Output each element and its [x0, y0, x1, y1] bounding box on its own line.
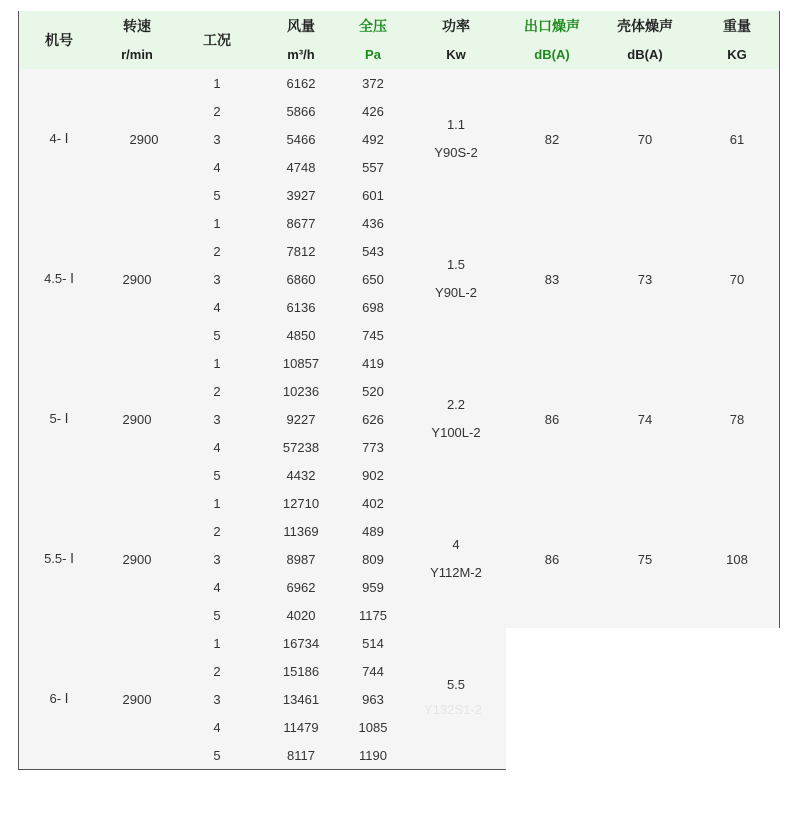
condition-cell: 4: [213, 719, 221, 735]
condition-cell: 3: [213, 551, 221, 567]
machine-cell: 6- Ⅰ: [49, 691, 69, 706]
pressure-cell: 744: [362, 663, 384, 679]
speed-cell: 2900: [122, 691, 152, 707]
condition-cell: 4: [213, 579, 221, 595]
table-header: [19, 11, 779, 69]
motor-model: Y90L-2: [435, 285, 477, 300]
airflow-cell: 6962: [286, 579, 316, 595]
condition-cell: 5: [213, 467, 221, 483]
condition-cell: 2: [213, 523, 221, 539]
pressure-cell: 436: [362, 215, 384, 231]
power-cell: [403, 629, 509, 769]
header-airflow-unit: m³/h: [287, 47, 315, 62]
airflow-cell: 9227: [286, 411, 316, 427]
pressure-cell: 372: [362, 75, 384, 91]
power-value: 2.2: [446, 397, 466, 412]
outlet-noise-cell: 86: [544, 551, 560, 567]
power-value: 1.1: [446, 117, 466, 132]
airflow-cell: 5866: [286, 103, 316, 119]
pressure-cell: 809: [362, 551, 384, 567]
airflow-cell: 11369: [283, 523, 319, 539]
condition-cell: 4: [213, 299, 221, 315]
pressure-cell: 514: [362, 635, 384, 651]
speed-cell: 2900: [122, 271, 152, 287]
condition-cell: 5: [213, 327, 221, 343]
header-pressure-unit: Pa: [365, 47, 381, 62]
header-machine: 机号: [45, 32, 73, 48]
condition-cell: 1: [213, 495, 221, 511]
machine-cell: 4- Ⅰ: [49, 131, 69, 146]
header-weight: 重量: [723, 17, 751, 34]
power-value: 5.5: [446, 677, 466, 692]
airflow-cell: 6136: [286, 299, 316, 315]
shell-noise-cell: 74: [637, 411, 653, 427]
condition-cell: 2: [213, 243, 221, 259]
condition-cell: 5: [213, 607, 221, 623]
pressure-cell: 557: [362, 159, 384, 175]
condition-cell: 1: [213, 635, 221, 651]
shell-noise-cell: 73: [637, 271, 653, 287]
weight-cell: 108: [726, 551, 748, 567]
power-value: 1.5: [446, 257, 466, 272]
motor-model: Y100L-2: [431, 425, 481, 440]
header-airflow: 风量: [287, 17, 315, 34]
power-cell: [403, 489, 509, 629]
pressure-cell: 959: [362, 579, 384, 595]
pressure-cell: 1175: [359, 607, 387, 623]
pressure-cell: 601: [362, 187, 384, 203]
header-pressure: 全压: [359, 17, 387, 34]
header-power-unit: Kw: [446, 47, 466, 62]
header-speed-unit: r/min: [121, 47, 153, 62]
condition-cell: 3: [213, 411, 221, 427]
weight-cell: 61: [729, 131, 745, 147]
header-weight-unit: KG: [727, 47, 747, 62]
outlet-noise-cell: 86: [544, 411, 560, 427]
airflow-cell: 57238: [282, 439, 320, 455]
motor-model: Y112M-2: [430, 565, 482, 580]
airflow-cell: 4432: [286, 467, 316, 483]
shell-noise-cell: 70: [637, 131, 653, 147]
header-shell-noise-unit: dB(A): [627, 47, 663, 62]
condition-cell: 2: [213, 663, 221, 679]
condition-cell: 1: [213, 355, 221, 371]
table-row: [19, 209, 779, 237]
pressure-cell: 426: [362, 103, 384, 119]
power-cell: [403, 69, 509, 209]
pressure-cell: 626: [362, 411, 384, 427]
shell-noise-cell: 75: [637, 551, 653, 567]
table-row: [19, 489, 779, 517]
condition-cell: 4: [213, 439, 221, 455]
airflow-cell: 3927: [286, 187, 316, 203]
condition-cell: 5: [213, 747, 221, 763]
airflow-cell: 8677: [286, 215, 316, 231]
condition-cell: 4: [213, 159, 221, 175]
airflow-cell: 7812: [286, 243, 316, 259]
motor-model: Y90S-2: [434, 145, 478, 160]
airflow-cell: 12710: [282, 495, 320, 511]
airflow-cell: 10236: [282, 383, 320, 399]
header-power: 功率: [442, 17, 470, 34]
header-outlet-noise: 出口燥声: [524, 17, 580, 34]
airflow-cell: 5466: [286, 131, 316, 147]
table-row: [19, 69, 779, 97]
airflow-cell: 13461: [282, 691, 320, 707]
pressure-cell: 698: [362, 299, 384, 315]
airflow-cell: 8117: [287, 747, 315, 763]
machine-cell: 5- Ⅰ: [49, 411, 69, 426]
header-condition: 工况: [203, 32, 231, 48]
condition-cell: 5: [213, 187, 221, 203]
pressure-cell: 773: [362, 439, 384, 455]
pressure-cell: 492: [362, 131, 384, 147]
machine-cell: 5.5- Ⅰ: [44, 551, 74, 566]
pressure-cell: 402: [362, 495, 384, 511]
airflow-cell: 8987: [286, 551, 316, 567]
pressure-cell: 902: [362, 467, 384, 483]
condition-cell: 1: [213, 75, 221, 91]
weight-cell: 70: [729, 271, 745, 287]
condition-cell: 2: [213, 383, 221, 399]
airflow-cell: 4748: [286, 159, 316, 175]
pressure-cell: 1190: [359, 747, 387, 763]
speed-cell: 2900: [129, 131, 159, 147]
pressure-cell: 543: [362, 243, 384, 259]
condition-cell: 2: [213, 103, 221, 119]
pressure-cell: 745: [362, 327, 384, 343]
airflow-cell: 4850: [286, 327, 316, 343]
airflow-cell: 4020: [286, 607, 316, 623]
pressure-cell: 419: [362, 355, 384, 371]
airflow-cell: 11479: [283, 719, 319, 735]
pressure-cell: 963: [362, 691, 384, 707]
header-shell-noise: 壳体燥声: [617, 17, 673, 34]
header-speed: 转速: [123, 17, 151, 34]
speed-cell: 2900: [122, 551, 152, 567]
condition-cell: 3: [213, 691, 221, 707]
condition-cell: 3: [213, 131, 221, 147]
header-outlet-noise-unit: dB(A): [534, 47, 570, 62]
power-cell: [403, 209, 509, 349]
power-value: 4: [452, 537, 460, 552]
pressure-cell: 489: [362, 523, 384, 539]
power-cell: [403, 349, 509, 489]
pressure-cell: 520: [362, 383, 384, 399]
outlet-noise-cell: 83: [544, 271, 560, 287]
airflow-cell: 6162: [286, 75, 316, 91]
weight-cell: 78: [729, 411, 745, 427]
table-row: [19, 349, 779, 377]
airflow-cell: 10857: [282, 355, 320, 371]
condition-cell: 1: [213, 215, 221, 231]
pressure-cell: 650: [362, 271, 384, 287]
motor-model-faint: Y132S1-2: [424, 702, 482, 717]
machine-cell: 4.5- Ⅰ: [44, 271, 74, 286]
condition-cell: 3: [213, 271, 221, 287]
airflow-cell: 15186: [282, 663, 320, 679]
outlet-noise-cell: 82: [544, 131, 560, 147]
pressure-cell: 1085: [358, 719, 388, 735]
airflow-cell: 6860: [286, 271, 316, 287]
airflow-cell: 16734: [282, 635, 320, 651]
speed-cell: 2900: [122, 411, 152, 427]
